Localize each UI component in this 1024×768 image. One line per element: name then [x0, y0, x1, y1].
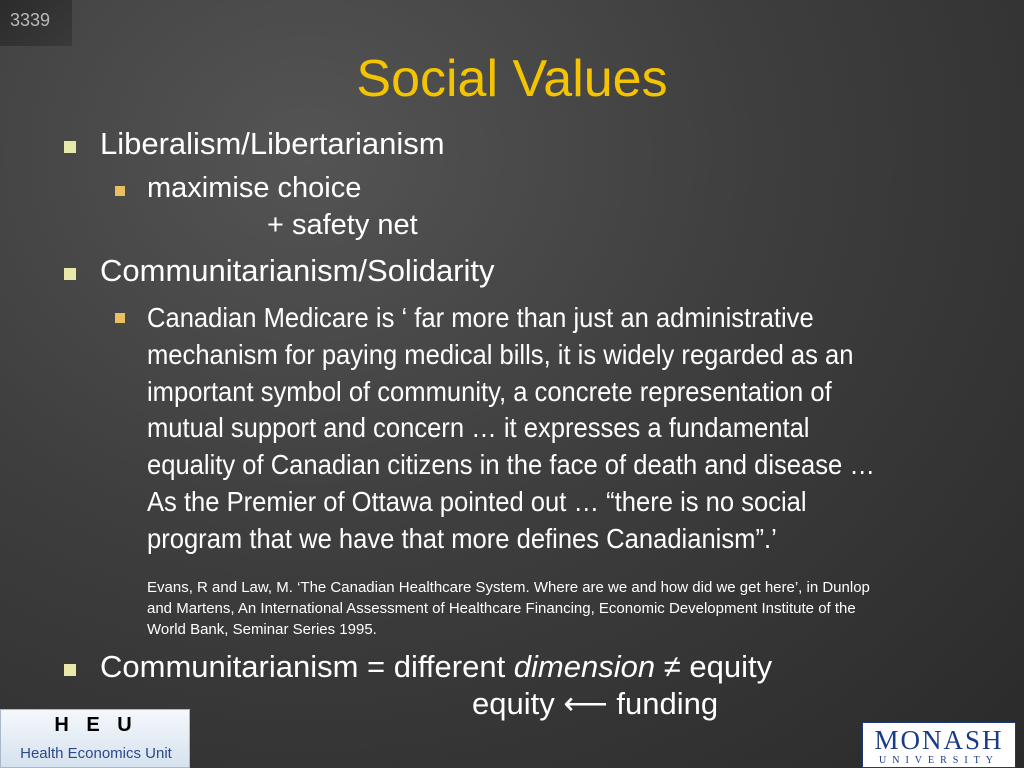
sub-bullet-marker — [115, 186, 125, 196]
slide-number-box — [0, 0, 72, 46]
bullet-marker — [64, 664, 76, 676]
quote-line: important symbol of community, a concrete representation of — [147, 375, 832, 407]
monash-logo-university: UNIVERSITY — [879, 755, 999, 766]
dimension-word: dimension — [513, 649, 656, 684]
citation — [147, 577, 987, 640]
bullet-marker — [64, 141, 76, 153]
quote-line: mechanism for paying medical bills, it is widely regarded as an — [147, 338, 854, 370]
quote-line: program that we have that more defines Canadianism”.’ — [147, 522, 777, 554]
heu-logo — [0, 709, 190, 768]
quote-line: mutual support and concern … it expresses a fundamental — [147, 412, 810, 444]
quote-line: As the Premier of Ottawa pointed out … “there is no social — [147, 485, 807, 517]
safety-net-line: + safety net — [267, 209, 418, 241]
monash-logo — [862, 722, 1016, 768]
equity-funding-line: equity ⟵ funding — [472, 686, 719, 721]
monash-logo-name: MONASH — [874, 725, 1004, 755]
bullet-communitarianism: Communitarianism/Solidarity — [100, 253, 495, 288]
citation-line: World Bank, Seminar Series 1995. — [147, 621, 377, 638]
dimension-suffix: ≠ equity — [655, 649, 773, 684]
slide-number: 3339 — [10, 10, 51, 30]
citation-line: and Martens, An International Assessment of Healthcare Financing, Economic Development Institute of the — [147, 600, 856, 617]
citation-line: Evans, R and Law, M. ‘The Canadian Healthcare System. Where are we and how did we get here’, in Dunlop — [147, 579, 870, 596]
heu-logo-subtitle: Health Economics Unit — [20, 745, 172, 762]
sub-bullet-marker — [115, 313, 125, 323]
dimension-prefix: Communitarianism = different — [100, 649, 514, 684]
slide-title: Social Values — [356, 50, 668, 108]
bullet-marker — [64, 268, 76, 280]
quote-line: equality of Canadian citizens in the face of death and disease … — [147, 449, 875, 481]
sub-bullet-maximise-choice: maximise choice — [147, 172, 362, 204]
heu-logo-title: H E U — [54, 714, 138, 736]
bullet-dimension-equity — [100, 649, 772, 685]
medicare-quote — [147, 300, 910, 558]
bullet-liberalism: Liberalism/Libertarianism — [100, 126, 445, 161]
quote-line: Canadian Medicare is ‘ far more than just an administrative — [147, 302, 814, 333]
